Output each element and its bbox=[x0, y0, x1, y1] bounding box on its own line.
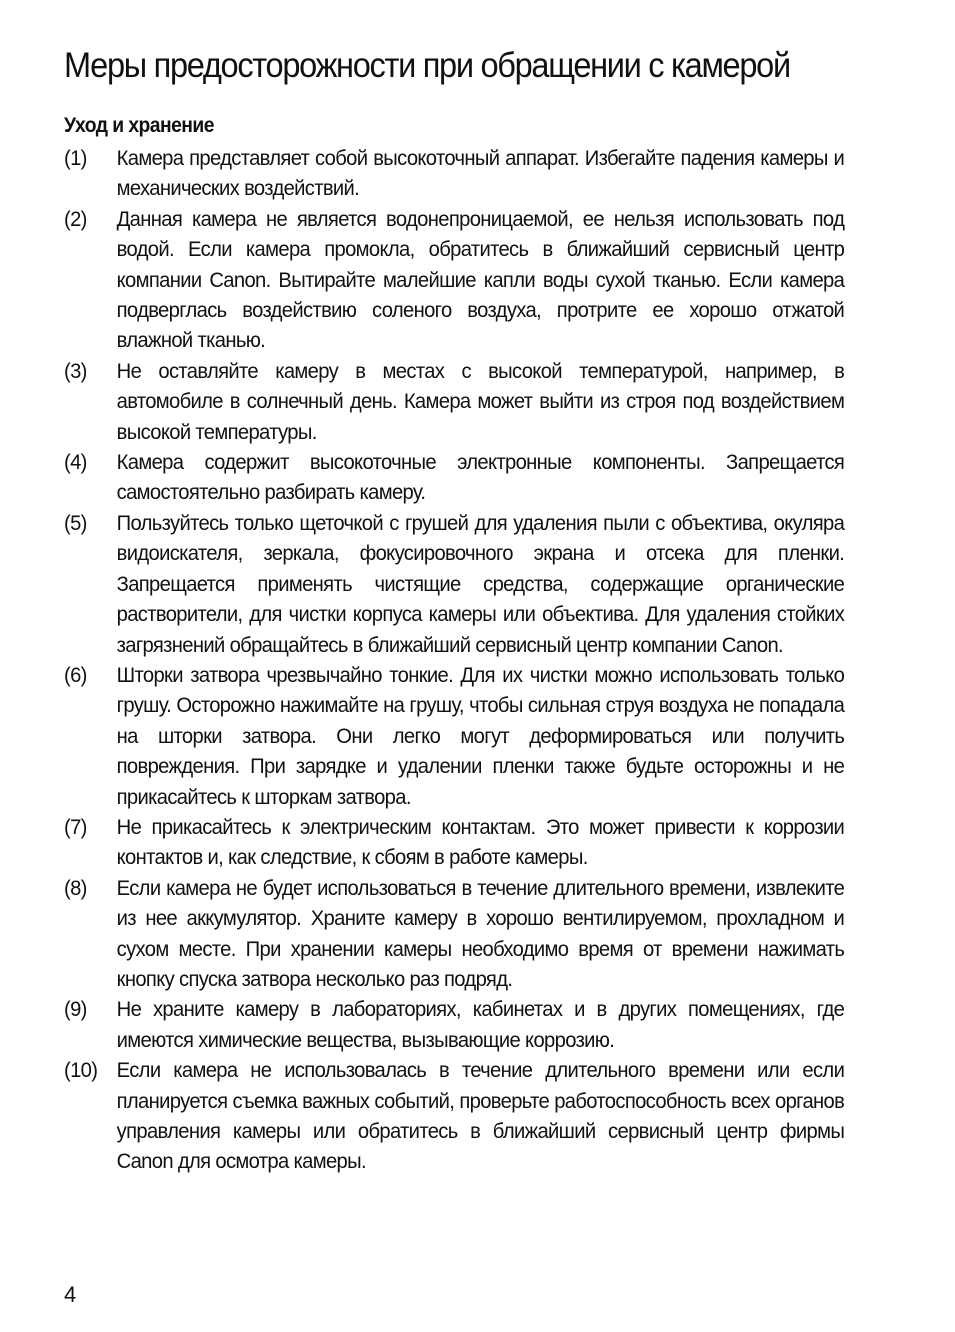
precautions-list bbox=[64, 143, 894, 1177]
item-text: Не прикасайтесь к электрическим контактам. Это может привести к коррозии контактов и, как следствие, к сбоям в работе камеры. bbox=[116, 814, 845, 870]
page-number: 4 bbox=[64, 1282, 77, 1307]
item-text: Камера содержит высокоточные электронные компоненты. Запрещается самостоятельно разбирать камеру. bbox=[116, 450, 845, 505]
item-number: (7) bbox=[64, 814, 87, 839]
item-number: (6) bbox=[64, 662, 87, 687]
item-text: Если камера не использовалась в течение длительного времени или если планируется съемка важных событий, проверьте работоспособность всех органов управления камеры или обратитесь в ближайший сервисный центр фирмы Canon для осмотра камеры. bbox=[116, 1058, 845, 1174]
item-text: Камера представляет собой высокоточный аппарат. Избегайте падения камеры и механических воздействий. bbox=[116, 146, 845, 201]
item-number: (1) bbox=[64, 146, 87, 170]
item-text: Шторки затвора чрезвычайно тонкие. Для их чистки можно использовать только грушу. Осторожно нажимайте на грушу, чтобы сильная струя воздуха не попадала на шторки затвора. Они легко могут деформироваться или получить повреждения. При зарядке и удалении пленки также будьте осторожны и не прикасайтесь к шторкам затвора. bbox=[116, 662, 845, 809]
item-text: Не храните камеру в лабораториях, кабинетах и в других помещениях, где имеются химические вещества, вызывающие коррозию. bbox=[116, 997, 845, 1052]
list-item bbox=[64, 508, 844, 660]
item-number: (5) bbox=[64, 510, 87, 535]
page-title: Меры предосторожности при обращении с камерой bbox=[64, 46, 790, 85]
item-text: Пользуйтесь только щеточкой с грушей для удаления пыли с объектива, окуляра видоискателя, зеркала, фокусировочного экрана и отсека для пленки. Запрещается применять чистящие средства, содержащие органические растворители, для чистки корпуса камеры или объектива. Для удаления стойких загрязнений обращайтесь в ближайший сервисный центр компании Canon. bbox=[116, 510, 845, 657]
item-text: Данная камера не является водонепроницаемой, ее нельзя использовать под водой. Если камера промокла, обратитесь в ближайший сервисный центр компании Canon. Вытирайте малейшие капли воды сухой тканью. Если камера подверглась воздействию соленого воздуха, протрите ее хорошо отжатой влажной тканью. bbox=[116, 206, 845, 353]
list-item bbox=[64, 660, 844, 812]
list-item bbox=[64, 143, 844, 204]
item-text: Не оставляйте камеру в местах с высокой температурой, например, в автомобиле в солнечный день. Камера может выйти из строя под воздействием высокой температуры. bbox=[116, 358, 845, 444]
item-number: (2) bbox=[64, 206, 87, 231]
section-heading: Уход и хранение bbox=[64, 114, 214, 137]
list-item bbox=[64, 994, 844, 1055]
list-item bbox=[64, 1055, 844, 1177]
item-number: (9) bbox=[64, 997, 87, 1022]
item-number: (10) bbox=[64, 1058, 98, 1083]
item-number: (3) bbox=[64, 358, 87, 383]
list-item bbox=[64, 356, 844, 447]
list-item bbox=[64, 204, 844, 356]
list-item bbox=[64, 447, 844, 508]
list-item bbox=[64, 812, 844, 873]
list-item bbox=[64, 873, 844, 995]
item-number: (8) bbox=[64, 875, 87, 900]
item-text: Если камера не будет использоваться в течение длительного времени, извлеките из нее аккумулятор. Храните камеру в хорошо вентилируемом, прохладном и сухом месте. При хранении камеры необходимо время от времени нажимать кнопку спуска затвора несколько раз подряд. bbox=[116, 875, 845, 991]
item-number: (4) bbox=[64, 450, 87, 475]
